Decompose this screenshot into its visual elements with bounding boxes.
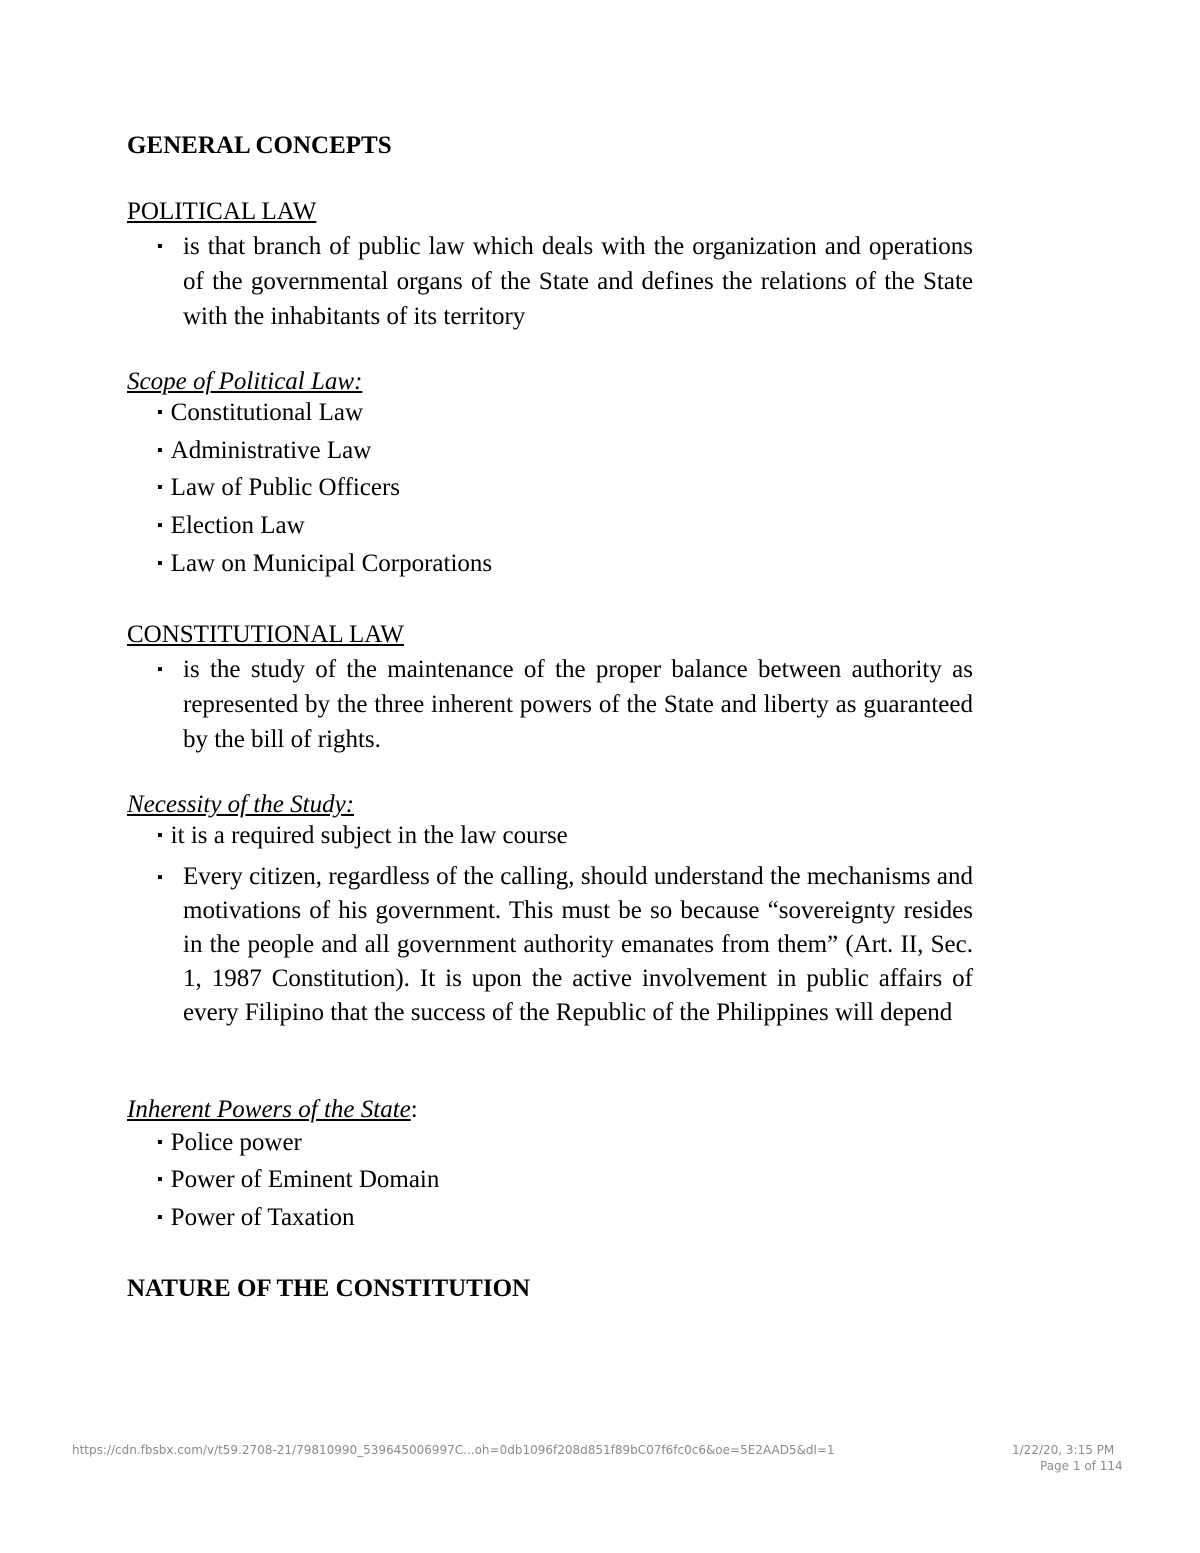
necessity-item: ▪ Every citizen, regardless of the calling, should understand the mechanisms and motivations of his government. This must be so because “sovereignty resides in the people and all government authority emanates from them” (Art. II, Sec. 1, 1987 Constitution). It is upon the active involvement in public affairs of every Filipino that the success of the Republic of the Philippines will depend (157, 860, 973, 1030)
necessity-item: ▪ it is a required subject in the law course (157, 820, 568, 855)
scope-item: ▪ Law of Public Officers (157, 472, 400, 507)
inherent-powers-title: Inherent Powers of the State: (127, 1096, 418, 1123)
inherent-power-item: ▪ Power of Eminent Domain (157, 1164, 439, 1199)
scope-item: ▪ Administrative Law (157, 435, 371, 470)
heading-nature-of-constitution: NATURE OF THE CONSTITUTION (127, 1275, 531, 1302)
necessity-title: Necessity of the Study: (127, 791, 355, 818)
bullet-icon: ▪ (157, 869, 163, 886)
political-law-title: POLITICAL LAW (127, 198, 317, 225)
bullet-icon: ▪ (157, 661, 163, 678)
political-law-definition: ▪ is that branch of public law which deals with the organization and operations of the governmental organs of the State and defines the relations of the State with the inhabitants of its territory (157, 229, 973, 334)
scope-item: ▪ Law on Municipal Corporations (157, 548, 492, 583)
inherent-power-item: ▪ Power of Taxation (157, 1202, 355, 1237)
heading-general-concepts: GENERAL CONCEPTS (127, 132, 392, 159)
scope-item: ▪ Election Law (157, 510, 305, 545)
inherent-power-item: ▪ Police power (157, 1127, 302, 1162)
scope-title: Scope of Political Law: (127, 368, 363, 395)
footer-page-number: Page 1 of 114 (1040, 1459, 1123, 1473)
scope-item: ▪ Constitutional Law (157, 397, 363, 432)
constitutional-law-title: CONSTITUTIONAL LAW (127, 621, 404, 648)
footer-url: https://cdn.fbsbx.com/v/t59.2708-21/79810990_539645006997C...oh=0db1096f208d851f89bC07f6fc0c6&oe=5E2AAD5&dl=1 (72, 1443, 835, 1457)
bullet-icon: ▪ (157, 238, 163, 255)
constitutional-law-definition: ▪ is the study of the maintenance of the proper balance between authority as represented by the three inherent powers of the State and liberty as guaranteed by the bill of rights. (157, 652, 973, 757)
footer-datetime: 1/22/20, 3:15 PM (1012, 1443, 1115, 1457)
